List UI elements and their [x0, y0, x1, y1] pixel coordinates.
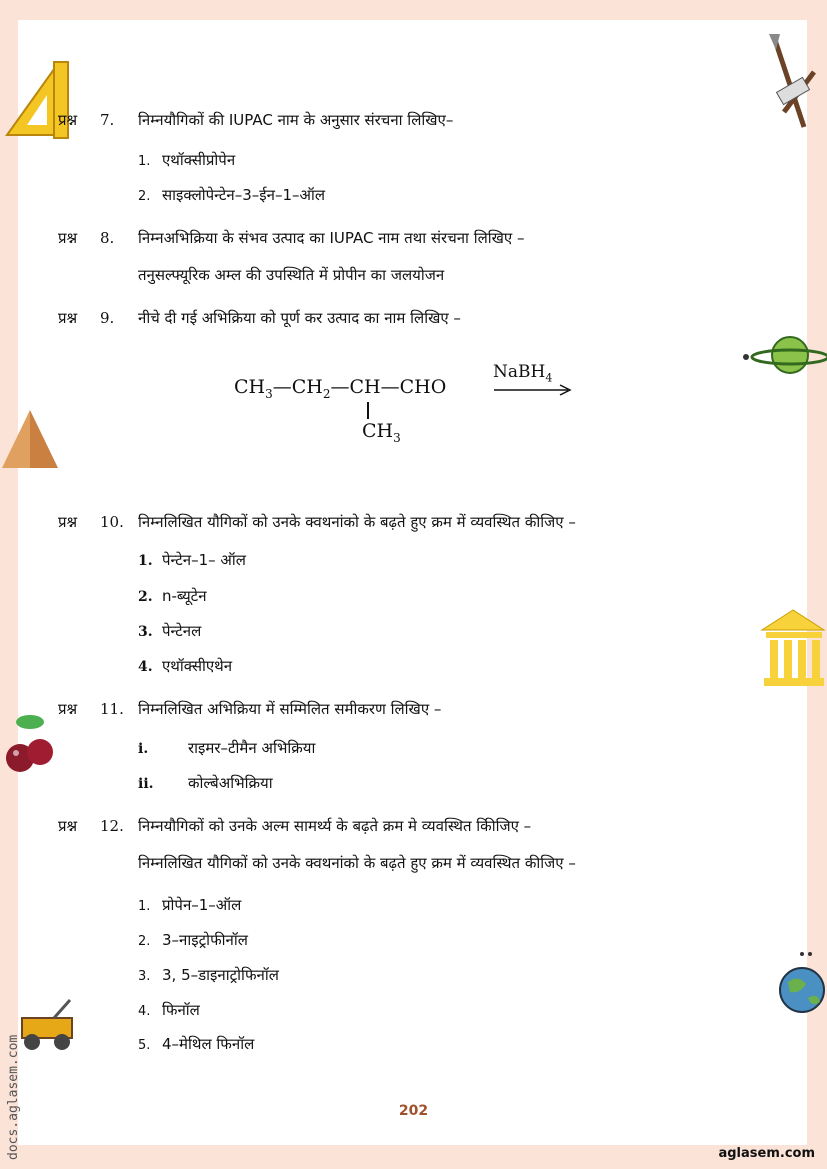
question-number: 8.	[100, 229, 115, 247]
question-label: प्रश्न	[58, 229, 78, 247]
item-text: फिनॉल	[162, 1001, 200, 1019]
list-item	[138, 738, 315, 758]
question-text: निम्नयौगिकों को उनके अल्म सामर्थ्य के बढ़ते क्रम मे व्यवस्थित किीजिए –	[138, 817, 532, 835]
microscope-cart-icon	[14, 996, 84, 1056]
reagent: NaBH	[493, 362, 546, 382]
item-text: 3, 5–डाइनाट्रोफिनॉल	[162, 966, 279, 984]
list-item	[138, 150, 235, 170]
vertical-watermark: docs.aglasem.com	[6, 1034, 21, 1160]
item-text: 4–मेथिल फिनॉल	[162, 1035, 255, 1053]
formula-cho: CHO	[399, 376, 447, 398]
list-item	[138, 656, 232, 676]
question-subtext: निम्नलिखित यौगिकों को उनके क्वथनांको के बढ़ते हुए क्रम में व्यवस्थित कीजिए –	[138, 854, 576, 872]
formula-ch: CH	[349, 376, 381, 398]
pyramid-icon	[0, 408, 60, 470]
item-number: 2.	[138, 589, 153, 605]
list-item	[138, 965, 279, 985]
question-12	[58, 816, 531, 836]
formula-branch: CH	[362, 420, 394, 442]
question-text: निम्नअभिक्रिया के संभव उत्पाद का IUPAC नाम तथा संरचना लिखिए –	[138, 229, 525, 247]
question-11	[58, 699, 441, 719]
question-text: निम्नलिखित यौगिकों को उनके क्वथनांको के बढ़ते हुए क्रम में व्यवस्थित कीजिए –	[138, 513, 576, 531]
list-item	[138, 1034, 254, 1054]
list-item	[138, 773, 273, 793]
question-label: प्रश्न	[58, 513, 78, 531]
branch-bond	[367, 402, 369, 419]
item-number: 1.	[138, 899, 151, 914]
question-text: निम्नयौगिकों की IUPAC नाम के अनुसार संरचना लिखिए–	[138, 111, 454, 129]
page-sheet	[18, 20, 807, 1145]
item-number: ii.	[138, 776, 154, 792]
question-number: 9.	[100, 309, 115, 327]
question-label: प्रश्न	[58, 817, 78, 835]
question-number: 11.	[100, 700, 124, 718]
bond: —	[272, 376, 292, 398]
question-label: प्रश्न	[58, 700, 78, 718]
bond: —	[380, 376, 400, 398]
item-text: एथॉक्सीप्रोपेन	[162, 151, 236, 169]
tools-icon	[764, 32, 826, 132]
item-text: राइमर–टीमैन अभिक्रिया	[188, 739, 316, 757]
branch-formula	[362, 420, 401, 445]
list-item	[138, 895, 241, 915]
question-text: निम्नलिखित अभिक्रिया में सम्मिलित समीकरण लिखिए –	[138, 700, 442, 718]
item-text: पेन्टेन–1– ऑल	[162, 551, 246, 569]
item-text: 3–नाइट्रोफीनॉल	[162, 931, 248, 949]
temple-icon	[760, 608, 827, 688]
formula-sub: 3	[393, 430, 401, 445]
question-9	[58, 308, 461, 328]
list-item	[138, 586, 207, 606]
item-number: i.	[138, 741, 149, 757]
list-item	[138, 550, 246, 570]
question-label: प्रश्न	[58, 111, 78, 129]
question-10	[58, 512, 576, 532]
page-number: 202	[398, 1103, 429, 1119]
item-text: पेन्टेनल	[162, 622, 202, 640]
list-item	[138, 621, 201, 641]
question-number: 7.	[100, 111, 115, 129]
question-text: नीचे दी गई अभिक्रिया को पूर्ण कर उत्पाद का नाम लिखिए –	[138, 309, 461, 327]
question-7	[58, 110, 453, 130]
formula-sub: 3	[265, 386, 273, 401]
question-number: 12.	[100, 817, 124, 835]
formula-sub: 2	[322, 386, 331, 401]
item-number: 1.	[138, 553, 153, 569]
item-number: 2.	[138, 934, 151, 949]
item-number: 2.	[138, 189, 151, 204]
item-number: 3.	[138, 969, 151, 984]
item-text: साइक्लोपेन्टेन–3–ईन–1–ऑल	[162, 186, 326, 204]
formula-ch2: CH	[291, 376, 323, 398]
list-item	[138, 1000, 200, 1020]
list-item	[138, 185, 325, 205]
reaction-arrow	[494, 383, 574, 397]
bond: —	[330, 376, 350, 398]
question-label: प्रश्न	[58, 309, 78, 327]
reagent-sub: 4	[545, 371, 553, 385]
item-number: 4.	[138, 1004, 151, 1019]
question-subtext: तनुसल्फ्यूरिक अम्ल की उपस्थिति में प्रोपीन का जलयोजन	[138, 266, 445, 284]
question-8	[58, 228, 524, 248]
site-watermark[interactable]: aglasem.com	[718, 1146, 815, 1161]
question-number: 10.	[100, 513, 124, 531]
list-item	[138, 930, 248, 950]
planet-icon	[742, 330, 827, 380]
formula-ch3: CH	[234, 376, 266, 398]
item-text: n-ब्यूटेन	[162, 587, 207, 605]
reagent-label	[493, 362, 552, 384]
fruit-icon	[0, 708, 60, 780]
item-text: एथॉक्सीएथेन	[162, 657, 233, 675]
item-number: 4.	[138, 659, 153, 675]
item-text: प्रोपेन–1–ऑल	[162, 896, 242, 914]
item-text: कोल्बेअभिक्रिया	[188, 774, 273, 792]
reaction-formula	[234, 376, 446, 401]
item-number: 5.	[138, 1038, 151, 1053]
item-number: 3.	[138, 624, 153, 640]
item-number: 1.	[138, 154, 151, 169]
globe-icon	[776, 946, 827, 1018]
